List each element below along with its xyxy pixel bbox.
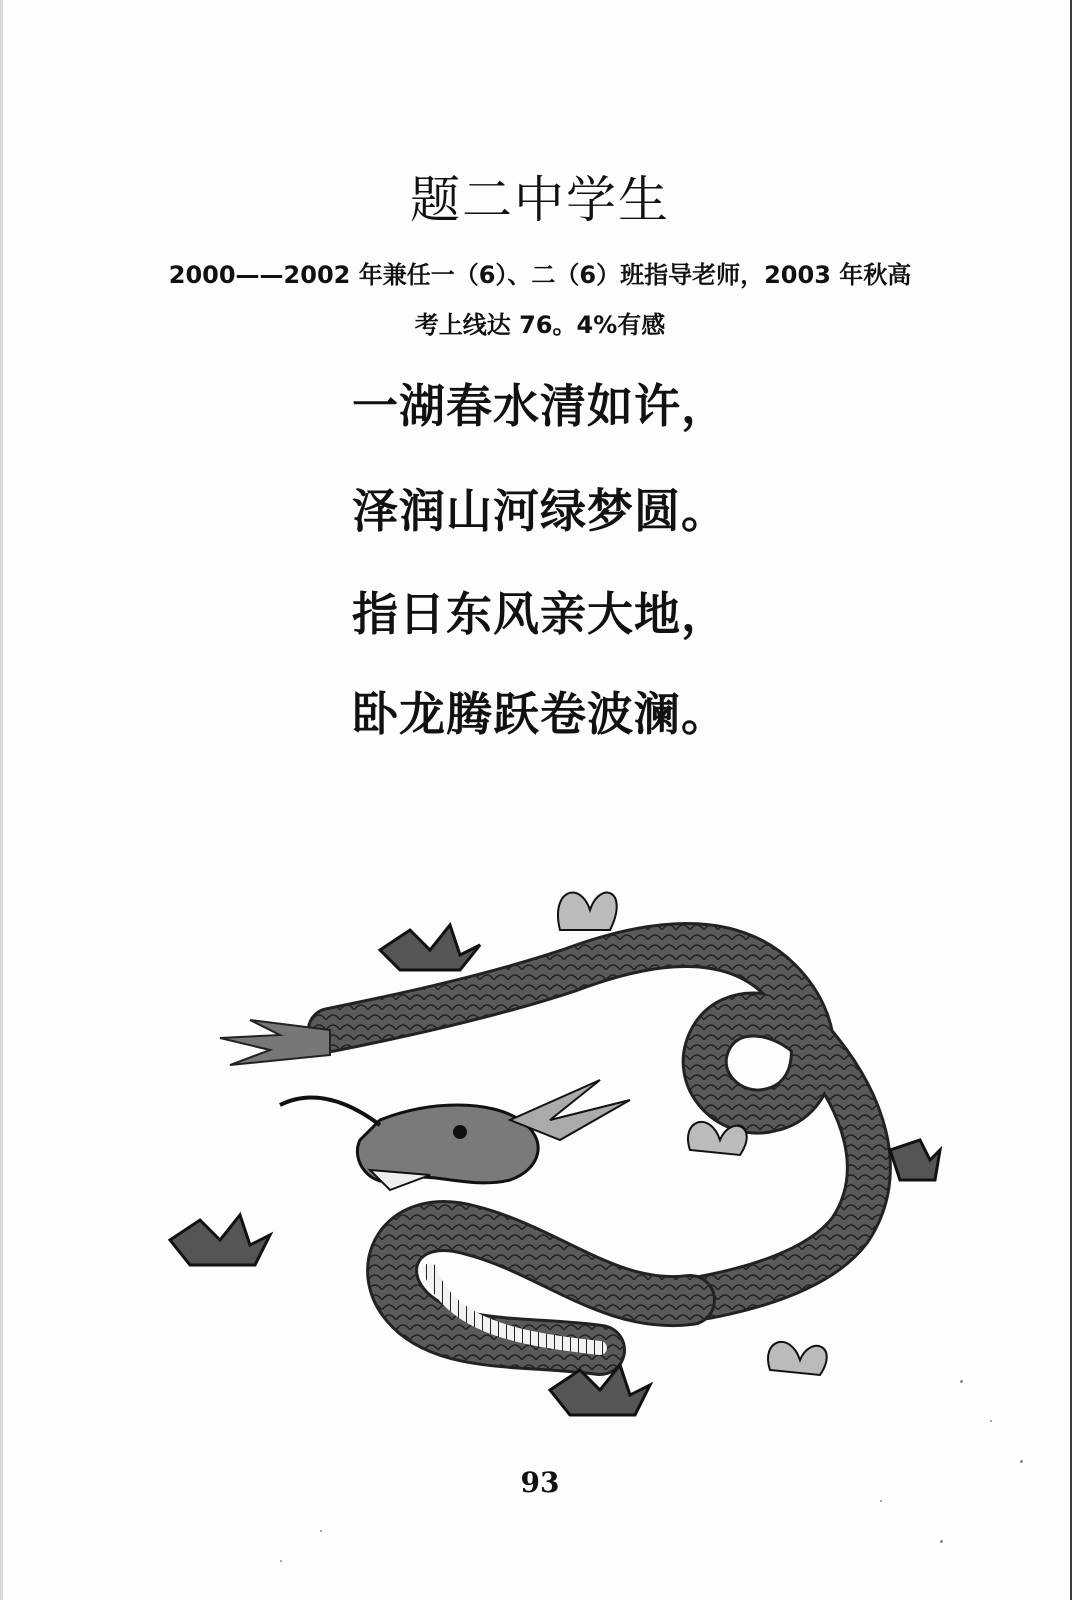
page-right-edge	[1070, 0, 1072, 1600]
scan-speckle	[990, 1420, 992, 1422]
scan-speckle	[320, 1530, 322, 1532]
scan-speckle	[1020, 1460, 1023, 1463]
poem-line-3: 指日东风亲大地，	[352, 587, 728, 641]
dragon-illustration	[130, 870, 950, 1430]
page-number: 93	[520, 1466, 560, 1499]
scan-speckle	[960, 1380, 963, 1383]
page-left-edge	[0, 0, 3, 1600]
subtitle-line-2: 考上线达 76。4%有感	[414, 311, 666, 339]
poem-line-1: 一湖春水清如许，	[352, 379, 728, 433]
scan-speckle	[280, 1560, 282, 1562]
subtitle-line-1: 2000——2002 年兼任一（6）、二（6）班指导老师，2003 年秋高	[168, 261, 912, 289]
scan-speckle	[880, 1500, 882, 1502]
poem-line-4: 卧龙腾跃卷波澜。	[352, 687, 728, 741]
poem-title: 题二中学生	[410, 171, 670, 229]
poem-line-2: 泽润山河绿梦圆。	[352, 484, 728, 538]
scan-speckle	[940, 1540, 943, 1543]
